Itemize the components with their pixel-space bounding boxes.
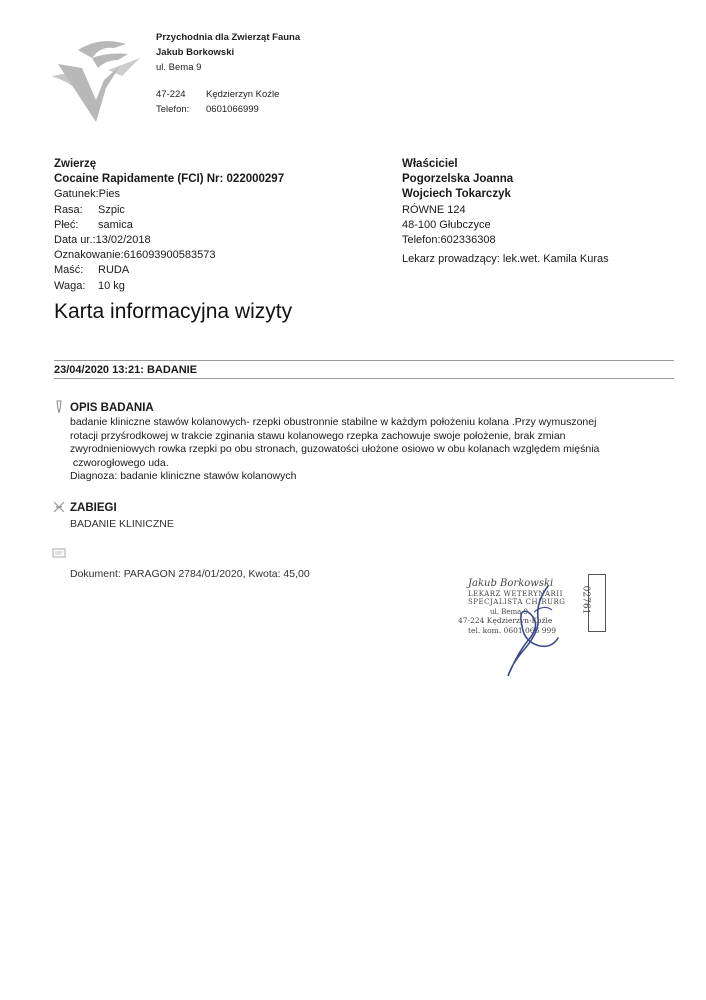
stamp-line: 47-224 Kędzierzyn-Koźle	[458, 616, 553, 625]
exam-description	[70, 416, 680, 484]
chip-label: Oznakowanie:	[54, 249, 124, 262]
stamp-line: Jakub Borkowski	[468, 578, 554, 589]
color-value: RUDA	[98, 264, 130, 277]
chip-value: 616093900583573	[123, 249, 216, 262]
clinic-logo	[48, 36, 148, 128]
document-line: Dokument: PARAGON 2784/01/2020, Kwota: 45,00	[70, 568, 310, 580]
animal-chip-row	[54, 248, 284, 263]
owner-block	[402, 157, 609, 267]
exam-icon	[54, 400, 64, 417]
weight-label: Waga:	[54, 279, 86, 292]
visit-header: 23/04/2020 13:21: BADANIE	[54, 364, 198, 376]
document-icon	[52, 548, 66, 561]
clinic-postal-code: 47-224	[156, 89, 186, 100]
exam-line: rotacji przyśrodkowej w trakcie zginania stawu kolanowego rzepka zachowuje swoje położenie, brak zmian	[70, 429, 566, 442]
exam-section-title: OPIS BADANIA	[70, 402, 154, 414]
page-title: Karta informacyjna wizyty	[54, 300, 293, 323]
species-value: Pies	[98, 188, 121, 201]
procedures-section-title: ZABIEGI	[70, 502, 117, 514]
animal-sex-row	[54, 218, 284, 233]
animal-name: Cocaine Rapidamente (FCI) Nr: 022000297	[54, 173, 285, 186]
clinic-owner: Jakub Borkowski	[156, 47, 235, 58]
diagnosis-line: Diagnoza: badanie kliniczne stawów kolanowych	[70, 470, 297, 482]
owner-name-1: Pogorzelska Joanna	[402, 173, 514, 186]
vet-label: Lekarz prowadzący:	[402, 253, 500, 266]
divider-bottom	[54, 378, 674, 379]
stamp-line: tel. kom. 0601 066 999	[468, 626, 557, 635]
owner-phone-label: Telefon:	[402, 234, 441, 247]
vet-row	[402, 252, 609, 267]
divider-top	[54, 360, 674, 361]
animal-species-row	[54, 187, 284, 202]
stamp-number-box	[580, 574, 606, 632]
animal-weight-row	[54, 279, 284, 294]
owner-street: RÓWNE 124	[402, 203, 466, 216]
stamp-number: 02761	[580, 585, 591, 615]
stamp-line: ul. Bema 9	[490, 608, 528, 616]
species-label: Gatunek:	[54, 188, 99, 201]
vet-name: lek.wet. Kamila Kuras	[502, 253, 609, 266]
stamp-line: SPECJALISTA CHIRURG	[468, 598, 566, 606]
dob-value: 13/02/2018	[95, 234, 151, 247]
exam-line: zwyrodnieniowych rowka rzepki po obu stronach, guzowatości ułożone osiowo w obu kolanach względem mięśnia	[70, 443, 600, 455]
clinic-address-line	[156, 87, 300, 102]
breed-value: Szpic	[98, 203, 125, 216]
procedures-value: BADANIE KLINICZNE	[70, 518, 174, 530]
vet-stamp	[454, 578, 604, 688]
exam-line: czworogłowego uda.	[70, 456, 169, 469]
clinic-phone-line	[156, 102, 300, 117]
clinic-name: Przychodnia dla Zwierząt Fauna	[156, 32, 301, 43]
owner-phone-row	[402, 233, 609, 248]
sex-label: Płeć:	[54, 218, 79, 231]
owner-phone: 602336308	[440, 234, 496, 247]
clinic-phone-label: Telefon:	[156, 104, 190, 115]
clinic-street: ul. Bema 9	[156, 62, 202, 73]
owner-section-title: Właściciel	[402, 158, 458, 170]
procedure-icon	[52, 500, 66, 517]
animal-dob-row	[54, 233, 284, 248]
clinic-phone: 0601066999	[206, 104, 259, 115]
animal-color-row	[54, 263, 284, 278]
sex-value: samica	[98, 218, 133, 231]
owner-name-2: Wojciech Tokarczyk	[402, 188, 511, 201]
animal-block	[54, 157, 284, 294]
clinic-header	[156, 30, 300, 117]
weight-value: 10 kg	[98, 279, 125, 292]
dob-label: Data ur.:	[54, 234, 96, 247]
stamp-line: LEKARZ WETERYNARII	[468, 590, 563, 598]
owner-city: 48-100 Głubczyce	[402, 218, 491, 231]
signature	[478, 582, 568, 682]
exam-line: badanie kliniczne stawów kolanowych- rzepki obustronnie stabilne w każdym położeniu kolana .Przy wymuszonej	[70, 416, 597, 428]
clinic-city: Kędzierzyn Koźle	[206, 89, 280, 100]
breed-label: Rasa:	[54, 203, 83, 216]
color-label: Maść:	[54, 264, 84, 277]
animal-breed-row	[54, 203, 284, 218]
animal-section-title: Zwierzę	[54, 158, 97, 170]
